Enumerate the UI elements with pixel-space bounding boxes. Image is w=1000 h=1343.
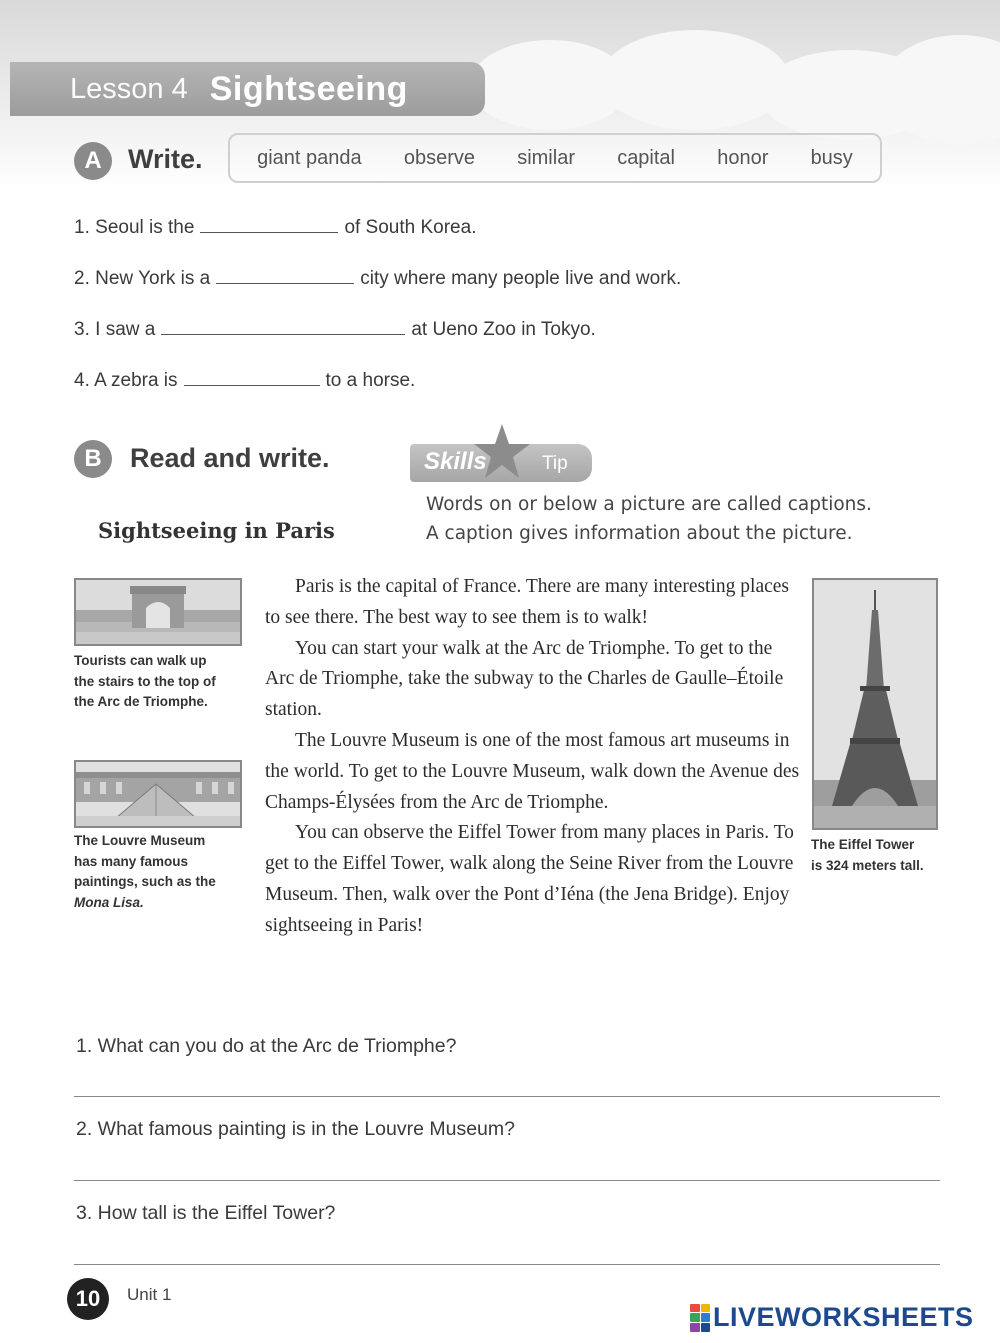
caption-line: The Louvre Museum xyxy=(74,833,206,848)
word-bank-item: capital xyxy=(617,146,675,169)
question-text: to a horse. xyxy=(325,370,416,391)
answer-line[interactable] xyxy=(74,1264,940,1265)
answer-line[interactable] xyxy=(74,1096,940,1097)
question-b3: 3. How tall is the Eiffel Tower? xyxy=(76,1202,336,1224)
caption-line: the Arc de Triomphe. xyxy=(74,694,208,709)
answer-line[interactable] xyxy=(74,1180,940,1181)
word-bank-item: giant panda xyxy=(257,146,362,169)
liveworksheets-logo[interactable] xyxy=(690,1302,974,1333)
question-text: A zebra is xyxy=(94,370,178,391)
section-b-badge: B xyxy=(74,440,112,478)
section-a-title: Write. xyxy=(128,144,203,174)
tip-text-line: Words on or below a picture are called captions. xyxy=(426,494,872,515)
caption-line: The Eiffel Tower xyxy=(811,837,915,852)
reading-title: Sightseeing in Paris xyxy=(98,518,335,543)
eiffel-caption xyxy=(811,835,924,876)
lesson-label: Lesson 4 xyxy=(70,72,188,105)
answer-blank[interactable] xyxy=(184,369,320,386)
caption-line: the stairs to the top of xyxy=(74,673,216,689)
louvre-museum-image xyxy=(74,760,242,828)
answer-blank[interactable] xyxy=(200,216,338,233)
question-text: I saw a xyxy=(95,319,156,340)
reading-passage xyxy=(265,572,805,942)
question-text: New York is a xyxy=(95,268,211,289)
question-text: city where many people live and work. xyxy=(360,268,682,289)
question-a1 xyxy=(74,216,476,239)
section-b-title: Read and write. xyxy=(130,443,330,473)
question-a4 xyxy=(74,369,415,392)
word-bank-item: observe xyxy=(403,146,475,169)
question-text: of South Korea. xyxy=(344,217,477,238)
answer-blank[interactable] xyxy=(161,318,405,335)
question-b1: 1. What can you do at the Arc de Triomphe? xyxy=(76,1035,457,1057)
question-a2 xyxy=(74,267,681,290)
question-b2: 2. What famous painting is in the Louvre Museum? xyxy=(76,1118,515,1140)
brand-name: LIVEWORKSHEETS xyxy=(713,1302,974,1332)
skills-label: Skills xyxy=(424,448,487,475)
answer-blank[interactable] xyxy=(216,267,354,284)
liveworksheets-icon xyxy=(690,1304,710,1332)
caption-line: has many famous xyxy=(74,853,189,869)
page-number: 10 xyxy=(67,1278,109,1320)
question-number: 1. xyxy=(74,217,90,238)
word-bank-item: honor xyxy=(717,146,769,169)
caption-line: Tourists can walk up xyxy=(74,653,207,668)
tip-text-line: A caption gives information about the picture. xyxy=(426,523,853,544)
tip-label: Tip xyxy=(542,453,568,474)
question-number: 2. xyxy=(74,268,90,289)
lesson-title: Sightseeing xyxy=(209,69,408,108)
passage-paragraph: The Louvre Museum is one of the most famous art museums in the world. To get to the Louvre Museum, walk down the Avenue des Champs-Élysées from the Arc de Triomphe. xyxy=(265,729,800,813)
louvre-caption xyxy=(74,831,216,913)
lesson-header xyxy=(10,62,485,116)
question-text: at Ueno Zoo in Tokyo. xyxy=(411,319,596,340)
word-bank xyxy=(228,133,882,183)
word-bank-item: busy xyxy=(810,146,853,169)
question-a3 xyxy=(74,318,596,341)
arc-de-triomphe-image xyxy=(74,578,242,646)
caption-line: paintings, such as the xyxy=(74,874,216,889)
question-text: Seoul is the xyxy=(95,217,195,238)
unit-label: Unit 1 xyxy=(127,1285,172,1304)
section-a-badge: A xyxy=(74,142,112,180)
word-bank-item: similar xyxy=(517,146,575,169)
caption-line: is 324 meters tall. xyxy=(811,857,924,873)
arc-caption xyxy=(74,651,216,713)
eiffel-tower-image xyxy=(812,578,938,830)
passage-paragraph: You can observe the Eiffel Tower from many places in Paris. To get to the Eiffel Tower, walk along the Seine River from the Louvre Museum. Then, walk over the Pont d’Iéna (the Jena Bridge). Enjoy sightseeing in Paris! xyxy=(265,822,794,936)
cloud-decoration xyxy=(600,30,790,130)
skills-tip-banner xyxy=(410,444,592,482)
caption-italic: Mona Lisa. xyxy=(74,894,144,910)
caption-line xyxy=(74,893,216,914)
passage-paragraph: You can start your walk at the Arc de Triomphe. To get to the Arc de Triomphe, take the subway to the Charles de Gaulle–Étoile station. xyxy=(265,637,784,721)
passage-paragraph: Paris is the capital of France. There are many interesting places to see there. The best way to see them is to walk! xyxy=(265,576,789,628)
question-number: 3. xyxy=(74,319,90,340)
question-number: 4. xyxy=(74,370,90,391)
